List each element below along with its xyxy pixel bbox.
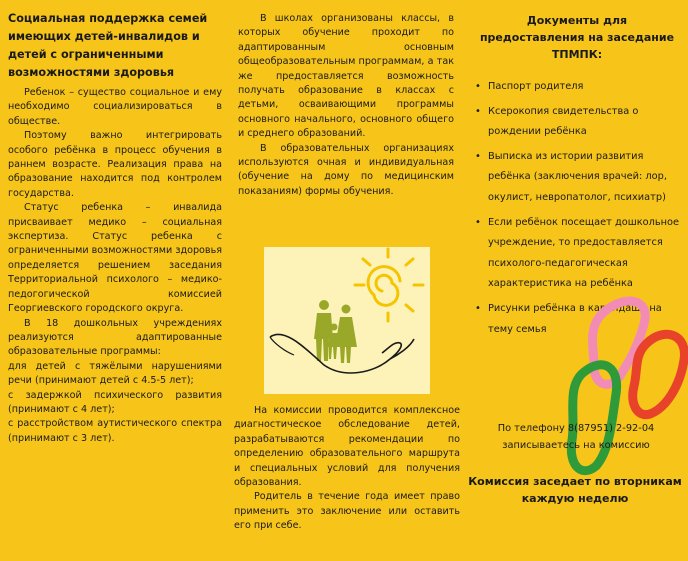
schedule-note: Комиссия заседает по вторникам каждую неделю [468, 475, 682, 505]
para-4: В 18 дошкольных учреждениях реализуются адаптированные образовательные программы: [8, 317, 222, 358]
middle-column-bottom [234, 404, 460, 534]
para-2: Поэтому важно интегрировать особого ребёнка в процесс обучения в раннем возрасте. Реализация права на образование находится под контролем государства. [8, 130, 222, 199]
list-item: • Выписка из истории развития ребёнка (заключения врачей: лор, окулист, невропатолог, психиатр) [486, 147, 680, 209]
list-item: • Паспорт родителя [486, 77, 680, 98]
left-title: Социальная поддержка семей имеющих детей-инвалидов и детей с ограниченными возможностями здоровья [8, 12, 208, 79]
phone-info [470, 420, 682, 454]
para-5: для детей с тяжёлыми нарушениями речи (принимают детей с 4.5-5 лет); [8, 360, 222, 387]
documents-title: Документы для предоставления на заседание ТПМПК: [479, 14, 675, 61]
para-1: Ребенок – существо социальное и ему необходимо социализироваться в обществе. [8, 87, 222, 127]
para-6: с задержкой психического развития (принимают с 4 лет); [8, 389, 222, 415]
para-3: Статус ребенка – инвалида присваивает медико – социальная экспертиза. Статус ребенка с ограниченными возможностями здоровья определяется решением заседания Территориальной психолого – медико-педогогической комиссией Георгиевского городского округа. [8, 202, 222, 315]
commission-para: На комиссии проводится комплексное диагностическое обследование детей, разрабатываются рекомендации по определению образовательного маршрута и специальных условий для получения образования. [234, 405, 460, 489]
para-7: с расстройством аутистического спектра (принимают с 3 лет). [8, 418, 222, 444]
parent-right-para: Родитель в течение года имеет право применить это заключение или оставить его при себе. [234, 491, 460, 532]
list-item: • Если ребёнок посещает дошкольное учреждение, то предоставляется психолого-педагогическая характеристика на ребёнка [486, 213, 680, 295]
signup-line: записываетесь на комиссию [502, 440, 650, 451]
phone-line: По телефону 8(87951) 2-92-04 [497, 423, 655, 434]
list-item: • Рисунки ребёнка в карандаше на тему семья [486, 299, 680, 340]
list-item: • Ксерокопия свидетельства о рождении ребёнка [486, 102, 680, 143]
family-illustration [264, 247, 430, 394]
family-sun-hand-icon [264, 247, 430, 394]
family-figures-icon [314, 300, 357, 363]
left-column [0, 0, 232, 446]
schools-para: В школах организованы классы, в которых обучение проходит по адаптированным основным общеобразовательным программам, а так же предоставляется возможность получать образование в классах с детьми, осваивающими программы основного начального, основного общего и среднего образований. [238, 13, 454, 140]
forms-para: В образовательных организациях используются очная и индивидуальная (обучение на дому по медицинским показаниям) формы обучения. [238, 142, 454, 197]
sun-icon [355, 249, 423, 321]
middle-column [236, 0, 460, 199]
